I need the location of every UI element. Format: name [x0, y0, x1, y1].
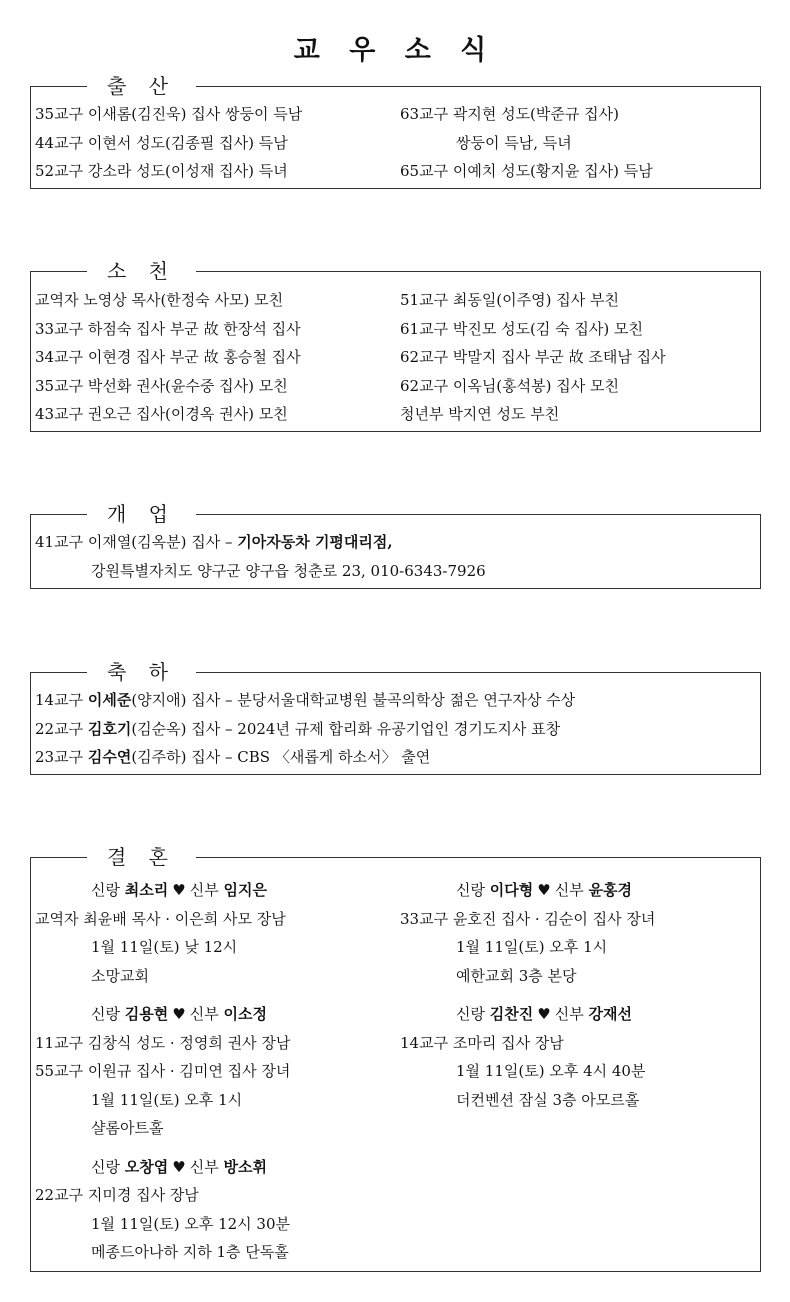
section-title-wedding: 결 혼 — [87, 843, 196, 871]
birth-entry: 35교구 이새롬(김진욱) 집사 쌍둥이 득남 — [35, 105, 303, 123]
bride-label: 신부 — [189, 1005, 219, 1023]
funeral-entry: 62교구 박말지 집사 부군 故 조태남 집사 — [400, 348, 666, 366]
congrats-name: 이세준 — [87, 691, 132, 709]
birth-entry: 44교구 이현서 성도(김종필 집사) 득남 — [35, 133, 288, 152]
groom-name: 오창엽 — [124, 1157, 169, 1176]
congrats-district: 22교구 — [35, 719, 88, 738]
birth-section — [30, 74, 761, 189]
wedding-date: 1월 11일(토) 오후 12시 30분 — [91, 1214, 291, 1233]
wedding-parents: 22교구 지미경 집사 장남 — [35, 1186, 199, 1204]
page-title: 교 우 소 식 — [293, 35, 497, 66]
wedding-place: 샬롬아트홀 — [91, 1119, 164, 1137]
bride-name: 강재선 — [588, 1005, 632, 1023]
groom-label: 신랑 — [456, 1005, 485, 1023]
wedding-parents: 14교구 조마리 집사 장남 — [400, 1033, 564, 1052]
wedding-place: 더컨벤션 잠실 3층 아모르홀 — [456, 1090, 640, 1109]
wedding-parents: 교역자 최윤배 목사 · 이은희 사모 장남 — [35, 909, 286, 928]
section-title-opening: 개 업 — [87, 500, 196, 528]
birth-entry: 65교구 이예치 성도(황지윤 집사) 득남 — [400, 162, 653, 180]
congrats-entry — [35, 715, 575, 744]
funeral-entry: 33교구 하점숙 집사 부군 故 한장석 집사 — [35, 319, 301, 338]
groom-name: 김용현 — [124, 1005, 169, 1023]
congrats-name: 김호기 — [87, 719, 132, 738]
wedding-place: 예한교회 3층 본당 — [456, 966, 577, 985]
bride-name: 이소정 — [223, 1005, 267, 1023]
bride-label: 신부 — [189, 1157, 219, 1176]
birth-entry-continued: 쌍둥이 득남, 득녀 — [456, 133, 572, 152]
funeral-right-column — [400, 286, 666, 429]
wedding-couple — [35, 876, 290, 905]
funeral-entry: 35교구 박선화 권사(윤수중 집사) 모친 — [35, 376, 288, 395]
wedding-section — [30, 845, 761, 1272]
congrats-entry — [35, 743, 575, 772]
congrats-detail: (김순옥) 집사 – 2024년 규제 합리화 유공기업인 경기도지사 표창 — [131, 719, 561, 738]
wedding-date: 1월 11일(토) 오후 1시 — [91, 1090, 243, 1109]
groom-label: 신랑 — [91, 1157, 120, 1176]
wedding-date: 1월 11일(토) 오후 1시 — [456, 938, 608, 956]
bride-name: 방소휘 — [223, 1157, 267, 1176]
opening-business-name: 기아자동차 기평대리점, — [237, 533, 393, 551]
wedding-parents: 33교구 윤호진 집사 · 김순이 집사 장녀 — [400, 909, 656, 928]
groom-name: 최소리 — [124, 881, 169, 899]
wedding-parents: 55교구 이원규 집사 · 김미연 집사 장녀 — [35, 1062, 291, 1080]
heart-icon: ♥ — [537, 1005, 551, 1023]
opening-column — [35, 528, 486, 585]
funeral-entry: 62교구 이옥님(홍석봉) 집사 모친 — [400, 376, 619, 395]
wedding-right-column — [400, 876, 655, 1114]
congrats-name: 김수연 — [87, 748, 132, 766]
wedding-place: 소망교회 — [91, 966, 149, 985]
funeral-entry: 교역자 노영상 목사(한정숙 사모) 모친 — [35, 291, 284, 309]
opening-section — [30, 502, 761, 589]
bride-name: 임지은 — [223, 881, 267, 899]
funeral-entry: 청년부 박지연 성도 부친 — [400, 405, 560, 423]
congrats-section — [30, 660, 761, 775]
funeral-entry: 51교구 최동일(이주영) 집사 부친 — [400, 291, 619, 309]
bride-label: 신부 — [554, 1005, 584, 1023]
heart-icon: ♥ — [537, 881, 551, 899]
congrats-district: 14교구 — [35, 691, 88, 709]
heart-icon: ♥ — [172, 1005, 186, 1023]
funeral-section — [30, 259, 761, 432]
wedding-couple — [35, 1153, 290, 1182]
congrats-detail: (양지애) 집사 – 분당서울대학교병원 불곡의학상 젊은 연구자상 수상 — [131, 691, 576, 709]
wedding-couple — [400, 876, 655, 905]
bride-name: 윤홍경 — [588, 881, 632, 899]
wedding-place: 메종드아나하 지하 1층 단독홀 — [91, 1243, 289, 1261]
funeral-left-column — [35, 286, 301, 429]
birth-left-column — [35, 100, 302, 186]
groom-name: 김찬진 — [489, 1005, 534, 1023]
wedding-date: 1월 11일(토) 낮 12시 — [91, 938, 238, 956]
opening-entry — [35, 528, 486, 557]
wedding-date: 1월 11일(토) 오후 4시 40분 — [456, 1062, 646, 1080]
birth-entry: 63교구 곽지현 성도(박준규 집사) — [400, 105, 619, 123]
funeral-entry: 43교구 권오근 집사(이경옥 권사) 모친 — [35, 405, 288, 423]
groom-label: 신랑 — [456, 881, 485, 899]
bride-label: 신부 — [554, 881, 584, 899]
bride-label: 신부 — [189, 881, 219, 899]
section-title-funeral: 소 천 — [87, 257, 196, 285]
wedding-parents: 11교구 김창식 성도 · 정영희 권사 장남 — [35, 1033, 291, 1052]
heart-icon: ♥ — [172, 1157, 186, 1176]
birth-right-column — [400, 100, 653, 186]
funeral-entry: 61교구 박진모 성도(김 숙 집사) 모친 — [400, 319, 644, 338]
funeral-entry: 34교구 이현경 집사 부군 故 홍승철 집사 — [35, 348, 301, 366]
congrats-entry — [35, 686, 575, 715]
section-title-congrats: 축 하 — [87, 658, 196, 686]
groom-name: 이다형 — [489, 881, 534, 899]
wedding-couple — [400, 1000, 655, 1029]
groom-label: 신랑 — [91, 881, 120, 899]
wedding-left-column — [35, 876, 290, 1267]
opening-prefix: 41교구 이재열(김옥분) 집사 – — [35, 533, 238, 551]
opening-address: 강원특별자치도 양구군 양구읍 청춘로 23, 010-6343-7926 — [91, 561, 486, 580]
congrats-district: 23교구 — [35, 748, 88, 766]
section-title-birth: 출 산 — [87, 72, 196, 100]
birth-entry: 52교구 강소라 성도(이성재 집사) 득녀 — [35, 162, 288, 180]
congrats-column — [35, 686, 575, 772]
heart-icon: ♥ — [172, 881, 186, 899]
wedding-couple — [35, 1000, 290, 1029]
groom-label: 신랑 — [91, 1005, 120, 1023]
congrats-detail: (김주하) 집사 – CBS 〈새롭게 하소서〉 출연 — [131, 748, 431, 766]
